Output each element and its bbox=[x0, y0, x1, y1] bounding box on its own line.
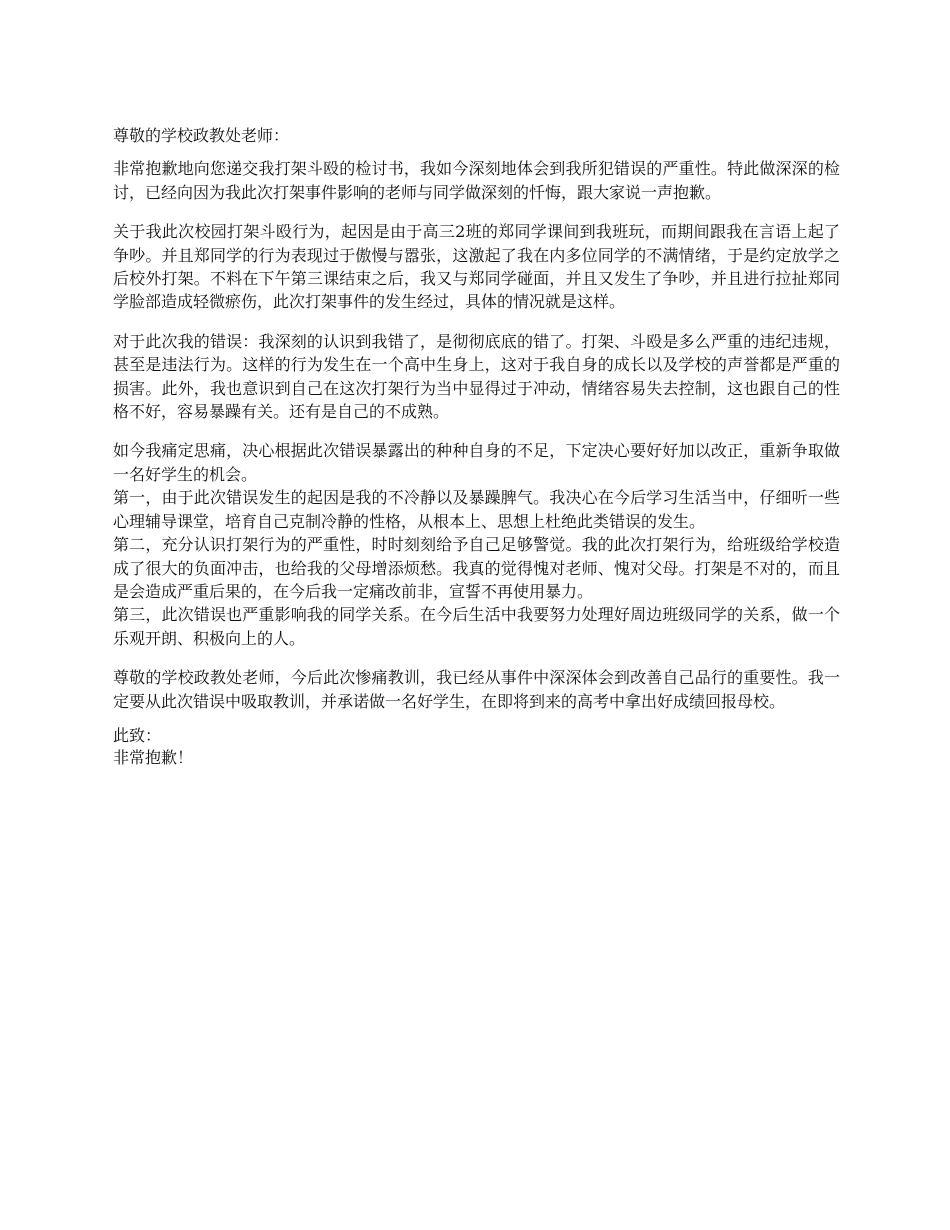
letter-salutation: 尊敬的学校政教处老师： bbox=[113, 126, 290, 145]
paragraph-point-two: 第二，充分认识打架行为的严重性，时时刻刻给予自己足够警觉。我的此次打架行为，给班级给学校造成了很大的负面冲击，也给我的父母增添烦愁。我真的觉得愧对老师、愧对父母。打架是不对的，而且是会造成严重后果的，在今后我一定痛改前非，宣誓不再使用暴力。 bbox=[113, 535, 840, 601]
paragraph-conclusion: 尊敬的学校政教处老师，今后此次惨痛教训，我已经从事件中深深体会到改善自己品行的重要性。我一定要从此次错误中吸取教训，并承诺做一名好学生，在即将到来的高考中拿出好成绩回报母校。 bbox=[113, 668, 840, 711]
letter-body bbox=[113, 124, 840, 769]
paragraph-error-reflection: 对于此次我的错误：我深刻的认识到我错了，是彻彻底底的错了。打架、斗殴是多么严重的违纪违规，甚至是违法行为。这样的行为发生在一个高中生身上，这对于我自身的成长以及学校的声誉都是严重的损害。此外，我也意识到自己在这次打架行为当中显得过于冲动，情绪容易失去控制，这也跟自己的性格不好，容易暴躁有关。还有是自己的不成熟。 bbox=[113, 331, 840, 422]
paragraph-apology-intro: 非常抱歉地向您递交我打架斗殴的检讨书，我如今深刻地体会到我所犯错误的严重性。特此做深深的检讨，已经向因为我此次打架事件影响的老师与同学做深刻的忏悔，跟大家说一声抱歉。 bbox=[113, 159, 840, 202]
paragraph-point-three: 第三，此次错误也严重影响我的同学关系。在今后生活中我要努力处理好周边班级同学的关系，做一个乐观开朗、积极向上的人。 bbox=[113, 605, 840, 648]
closing-cizhi: 此致： bbox=[113, 725, 162, 745]
paragraph-point-one: 第一，由于此次错误发生的起因是我的不冷静以及暴躁脾气。我决心在今后学习生活当中，仔细听一些心理辅导课堂，培育自己克制冷静的性格，从根本上、思想上杜绝此类错误的发生。 bbox=[113, 488, 840, 531]
paragraph-incident-account: 关于我此次校园打架斗殴行为，起因是由于高三2班的郑同学课间到我班玩，而期间跟我在言语上起了争吵。并且郑同学的行为表现过于傲慢与嚣张，这激起了我在内多位同学的不满情绪，于是约定放学之后校外打架。不料在下午第三课结束之后，我又与郑同学碰面，并且又发生了争吵，并且进行拉扯郑同学脸部造成轻微瘀伤，此次打架事件的发生经过，具体的情况就是这样。 bbox=[113, 222, 840, 312]
letter-closing bbox=[113, 725, 840, 769]
closing-apology: 非常抱歉！ bbox=[113, 747, 194, 767]
paragraph-resolution: 如今我痛定思痛，决心根据此次错误暴露出的种种自身的不足，下定决心要好好加以改正，重新争取做一名好学生的机会。 bbox=[113, 441, 840, 484]
